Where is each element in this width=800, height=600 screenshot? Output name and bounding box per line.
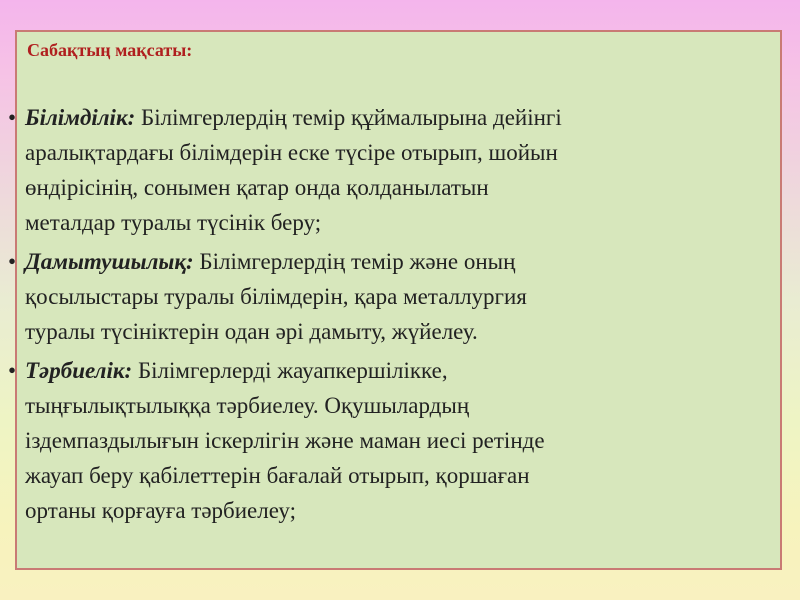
- goal-text: Білімгерлердің темір және оның: [199, 249, 516, 274]
- goal-line: металдар туралы түсінік беру;: [25, 210, 322, 235]
- bullet-icon: •: [8, 358, 17, 383]
- goal-line: тыңғылықтылыққа тәрбиелеу. Оқушылардың: [25, 393, 470, 418]
- slide-content-panel: [8, 30, 782, 570]
- goal-line: өндірісінің, сонымен қатар онда қолданылатын: [25, 175, 489, 200]
- goal-line: [25, 244, 772, 279]
- goal-heading: Тәрбиелік:: [25, 358, 133, 383]
- goal-text: Білімгерлерді жауапкершілікке,: [137, 358, 448, 383]
- goal-line: ортаны қорғауға тәрбиелеу;: [25, 498, 296, 523]
- goal-item-developmental: [8, 244, 772, 349]
- goal-heading: Білімділік:: [25, 105, 136, 130]
- goal-list: [8, 100, 772, 532]
- goal-heading: Дамытушылық:: [25, 249, 194, 274]
- goal-item-educational: [8, 100, 772, 240]
- bullet-icon: •: [8, 249, 17, 274]
- goal-line: жауап беру қабілеттерін бағалай отырып, қоршаған: [25, 463, 530, 488]
- goal-line: аралықтардағы білімдерін еске түсіре отырып, шойын: [25, 140, 558, 165]
- goal-line: [25, 353, 772, 388]
- bullet-icon: •: [8, 105, 17, 130]
- goal-line: туралы түсініктерін одан әрі дамыту, жүйелеу.: [25, 319, 478, 344]
- goal-line: қосылыстары туралы білімдерін, қара металлургия: [25, 284, 527, 309]
- goal-line: [25, 100, 772, 135]
- goal-item-upbringing: [8, 353, 772, 528]
- goal-line: іздемпаздылығын іскерлігін және маман иесі ретінде: [25, 428, 545, 453]
- slide-title: Сабақтың мақсаты:: [27, 40, 193, 60]
- goal-text: Білімгерлердің темір құймалырына дейінгі: [141, 105, 562, 130]
